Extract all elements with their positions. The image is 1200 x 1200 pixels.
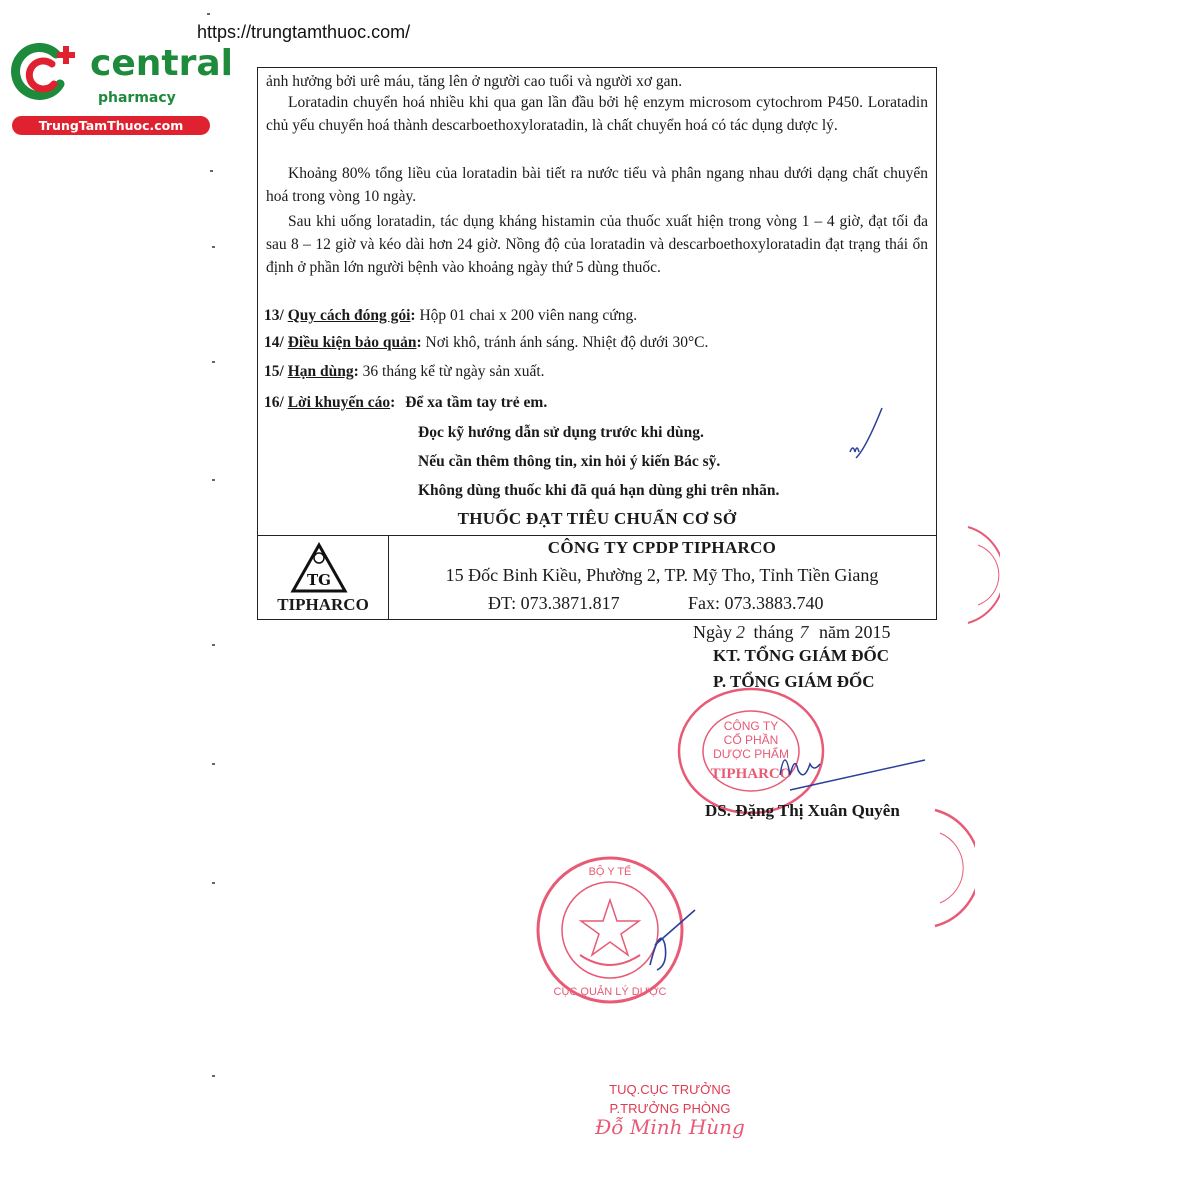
- approval-block: [585, 1080, 755, 1137]
- margin-mark: [212, 479, 215, 481]
- quality-standard-heading: THUỐC ĐẠT TIÊU CHUẨN CƠ SỞ: [457, 509, 737, 528]
- margin-mark: [212, 1075, 215, 1077]
- item-value: Để xa tầm tay trẻ em.: [405, 394, 548, 411]
- company-phone: ĐT: 073.3871.817: [488, 593, 620, 613]
- seal-line-1: CÔNG TY: [723, 719, 779, 733]
- item-shelf-life: 15/ Hạn dùng: 36 tháng kể từ ngày sản xuất.: [264, 363, 545, 380]
- paragraph-onset: Sau khi uống loratadin, tác dụng kháng histamin của thuốc xuất hiện trong vòng 1 – 4 giờ, đạt tối đa sau 8 – 12 giờ và kéo dài hơn 24 giờ. Nồng độ của loratadin và descarboethoxyloratadin đạt trạng thái ổn định ở phần lớn người bệnh vào khoảng ngày thứ 5 dùng thuốc.: [266, 213, 928, 276]
- svg-text:TG: TG: [307, 571, 331, 589]
- paragraph-excretion: Khoảng 80% tổng liều của loratadin bài tiết ra nước tiểu và phân ngang nhau dưới dạng chất chuyển hoá trong vòng 10 ngày.: [266, 165, 928, 205]
- item-number: 13/: [264, 307, 284, 324]
- partial-seal-right: [930, 808, 975, 928]
- item-storage: 14/ Điều kiện bảo quản: Nơi khô, tránh ánh sáng. Nhiệt độ dưới 30°C.: [264, 334, 709, 351]
- signer-title-1: KT. TỔNG GIÁM ĐỐC: [713, 646, 889, 665]
- margin-mark: [212, 763, 215, 765]
- partial-seal-right: [960, 525, 1000, 625]
- item-value: Hộp 01 chai x 200 viên nang cứng.: [419, 307, 638, 324]
- logo-domain-badge: TrungTamThuoc.com: [12, 116, 210, 135]
- company-fax: Fax: 073.3883.740: [688, 593, 824, 613]
- signer-title-2: P. TỔNG GIÁM ĐỐC: [713, 672, 875, 691]
- company-name: CÔNG TY CPDP TIPHARCO: [547, 538, 777, 557]
- item-recommendation: 16/ Lời khuyến cáo: Để xa tầm tay trẻ em.: [264, 394, 548, 411]
- margin-mark: [212, 361, 215, 363]
- ministry-seal-bottom: CỤC QUẢN LÝ DƯỢC: [553, 986, 667, 998]
- initials-signature: [838, 406, 888, 466]
- company-footer: [258, 535, 936, 620]
- item-label: Lời khuyến cáo: [287, 394, 391, 411]
- warning-line: Không dùng thuốc khi đã quá hạn dùng ghi trên nhãn.: [418, 482, 780, 499]
- seal-line-2: CỔ PHẦN: [723, 733, 779, 747]
- item-value: 36 tháng kể từ ngày sản xuất.: [362, 363, 545, 380]
- warning-line: Nếu cần thêm thông tin, xin hỏi ý kiến Bác sỹ.: [418, 453, 721, 470]
- item-label: Điều kiện bảo quản: [287, 334, 417, 351]
- item-packaging: 13/ Quy cách đóng gói: Hộp 01 chai x 200 viên nang cứng.: [264, 307, 638, 324]
- margin-mark: [212, 882, 215, 884]
- logo-brand-text: central: [90, 43, 233, 84]
- item-number: 14/: [264, 334, 284, 351]
- document-frame: [257, 67, 937, 620]
- item-label: Quy cách đóng gói: [287, 307, 411, 324]
- item-value: Nơi khô, tránh ánh sáng. Nhiệt độ dưới 30°C.: [425, 334, 709, 351]
- approval-line-1: TUQ.CỤC TRƯỞNG: [609, 1082, 731, 1097]
- warning-line: Đọc kỹ hướng dẫn sử dụng trước khi dùng.: [418, 424, 704, 441]
- margin-mark: [212, 246, 215, 248]
- margin-mark: [207, 13, 210, 15]
- margin-mark: [212, 644, 215, 646]
- pharmacy-cross-logo-icon: [10, 38, 82, 110]
- logo-subtitle: pharmacy: [98, 90, 176, 106]
- signature-date: Ngày 2 tháng 7 năm 2015: [693, 622, 891, 642]
- company-address: 15 Đốc Binh Kiều, Phường 2, TP. Mỹ Tho, Tỉnh Tiền Giang: [445, 565, 879, 585]
- paragraph-metabolism: Loratadin chuyển hoá nhiều khi qua gan lần đầu bởi hệ enzym microsom cytochrom P450. Loratadin chủ yếu chuyển hoá thành descarboethoxyloratadin, là chất chuyển hoá có tác dụng dược lý.: [266, 94, 928, 134]
- tipharco-triangle-logo-icon: [290, 542, 348, 594]
- company-brand-cell: [258, 536, 389, 620]
- seal-line-4: TIPHARCO: [710, 766, 792, 782]
- company-brand-name: TIPHARCO: [277, 595, 369, 614]
- director-signature: [770, 735, 930, 795]
- ministry-seal-top: BỘ Y TẾ: [588, 866, 632, 878]
- approval-line-2: P.TRƯỞNG PHÒNG: [609, 1101, 731, 1116]
- approval-signature: [640, 905, 700, 975]
- approval-name: Đỗ Minh Hùng: [595, 1115, 745, 1139]
- signer-name: DS. Đặng Thị Xuân Quyên: [705, 801, 900, 820]
- item-number: 15/: [264, 363, 284, 380]
- seal-line-3: DƯỢC PHẨM: [713, 747, 789, 761]
- margin-mark: [210, 170, 213, 172]
- item-number: 16/: [264, 394, 284, 411]
- paragraph-renal: ảnh hưởng bởi urê máu, tăng lên ở người cao tuổi và người xơ gan.: [266, 73, 683, 90]
- central-pharmacy-logo: [10, 38, 233, 138]
- site-url[interactable]: https://trungtamthuoc.com/: [197, 22, 411, 42]
- item-label: Hạn dùng: [287, 363, 354, 380]
